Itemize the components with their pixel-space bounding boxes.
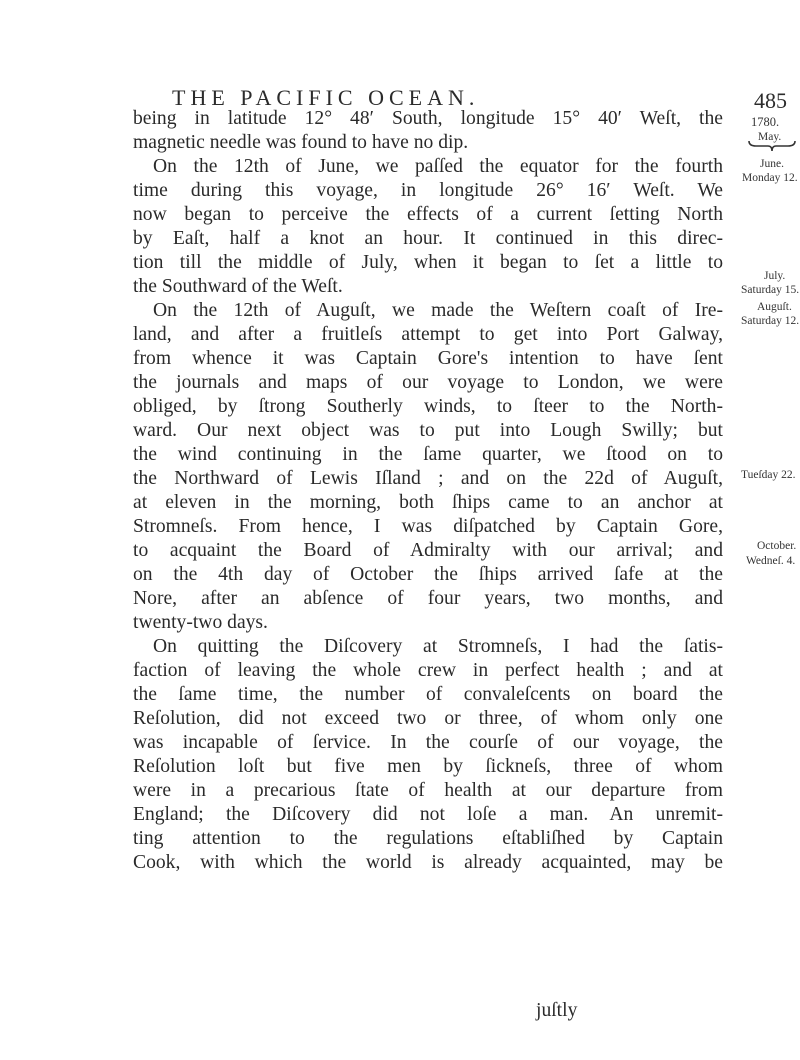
- text-line: Cook, with which the world is already acquainted, may be: [133, 852, 723, 873]
- margin-month: July.: [764, 270, 786, 282]
- text-line: On the 12th of Auguſt, we made the Weſtern coaſt of Ire-: [153, 300, 723, 321]
- text-line: the wind continuing in the ſame quarter, we ſtood on to: [133, 444, 723, 465]
- margin-brace: [748, 140, 796, 152]
- text-line: faction of leaving the whole crew in perfect health ; and at: [133, 660, 723, 681]
- margin-month: June.: [760, 158, 784, 170]
- text-line: to acquaint the Board of Admiralty with our arrival; and: [133, 540, 723, 561]
- margin-date: Monday 12.: [742, 172, 798, 184]
- text-line: ting attention to the regulations eſtabliſhed by Captain: [133, 828, 723, 849]
- text-line: at eleven in the morning, both ſhips came to an anchor at: [133, 492, 723, 513]
- margin-date: Saturday 12.: [741, 315, 800, 327]
- running-head: THE PACIFIC OCEAN.: [172, 85, 480, 110]
- text-line: magnetic needle was found to have no dip.: [133, 132, 469, 153]
- text-line: was incapable of ſervice. In the courſe of our voyage, the: [133, 732, 723, 753]
- page-number: 485: [754, 88, 787, 113]
- margin-month: October.: [757, 540, 797, 552]
- text-line: land, and after a fruitleſs attempt to get into Port Galway,: [133, 324, 723, 345]
- text-line: twenty-two days.: [133, 612, 268, 633]
- text-line: Stromneſs. From hence, I was diſpatched by Captain Gore,: [133, 516, 723, 537]
- text-line: Reſolution, did not exceed two or three, of whom only one: [133, 708, 723, 729]
- text-line: Reſolution loſt but five men by ſickneſs, three of whom: [133, 756, 723, 777]
- margin-date: Tueſday 22.: [741, 469, 796, 481]
- text-line: now began to perceive the effects of a current ſetting North: [133, 204, 723, 225]
- text-line: were in a precarious ſtate of health at our departure from: [133, 780, 723, 801]
- margin-month: May.: [758, 131, 782, 143]
- text-line: tion till the middle of July, when it began to ſet a little to: [133, 252, 723, 273]
- text-line: England; the Diſcovery did not loſe a man. An unremit-: [133, 804, 723, 825]
- text-line: on the 4th day of October the ſhips arrived ſafe at the: [133, 564, 723, 585]
- text-line: being in latitude 12° 48′ South, longitude 15° 40′ Weſt, the: [133, 108, 723, 129]
- text-line: obliged, by ſtrong Southerly winds, to ſteer to the North-: [133, 396, 723, 417]
- text-line: the Northward of Lewis Iſland ; and on the 22d of Auguſt,: [133, 468, 723, 489]
- margin-date: Wedneſ. 4.: [746, 555, 796, 567]
- text-line: from whence it was Captain Gore's intention to have ſent: [133, 348, 723, 369]
- margin-date: Saturday 15.: [741, 284, 800, 296]
- text-line: On the 12th of June, we paſſed the equator for the fourth: [153, 156, 723, 177]
- text-line: the Southward of the Weſt.: [133, 276, 343, 297]
- text-line: by Eaſt, half a knot an hour. It continued in this direc-: [133, 228, 723, 249]
- text-line: On quitting the Diſcovery at Stromneſs, I had the ſatis-: [153, 636, 723, 657]
- text-line: the ſame time, the number of convaleſcents on board the: [133, 684, 723, 705]
- text-line: the journals and maps of our voyage to London, we were: [133, 372, 723, 393]
- margin-year: 1780.: [751, 115, 780, 129]
- text-line: ward. Our next object was to put into Lough Swilly; but: [133, 420, 723, 441]
- text-line: time during this voyage, in longitude 26° 16′ Weſt. We: [133, 180, 723, 201]
- catchword: juſtly: [536, 1000, 578, 1021]
- margin-month: Auguſt.: [757, 301, 792, 313]
- text-line: Nore, after an abſence of four years, two months, and: [133, 588, 723, 609]
